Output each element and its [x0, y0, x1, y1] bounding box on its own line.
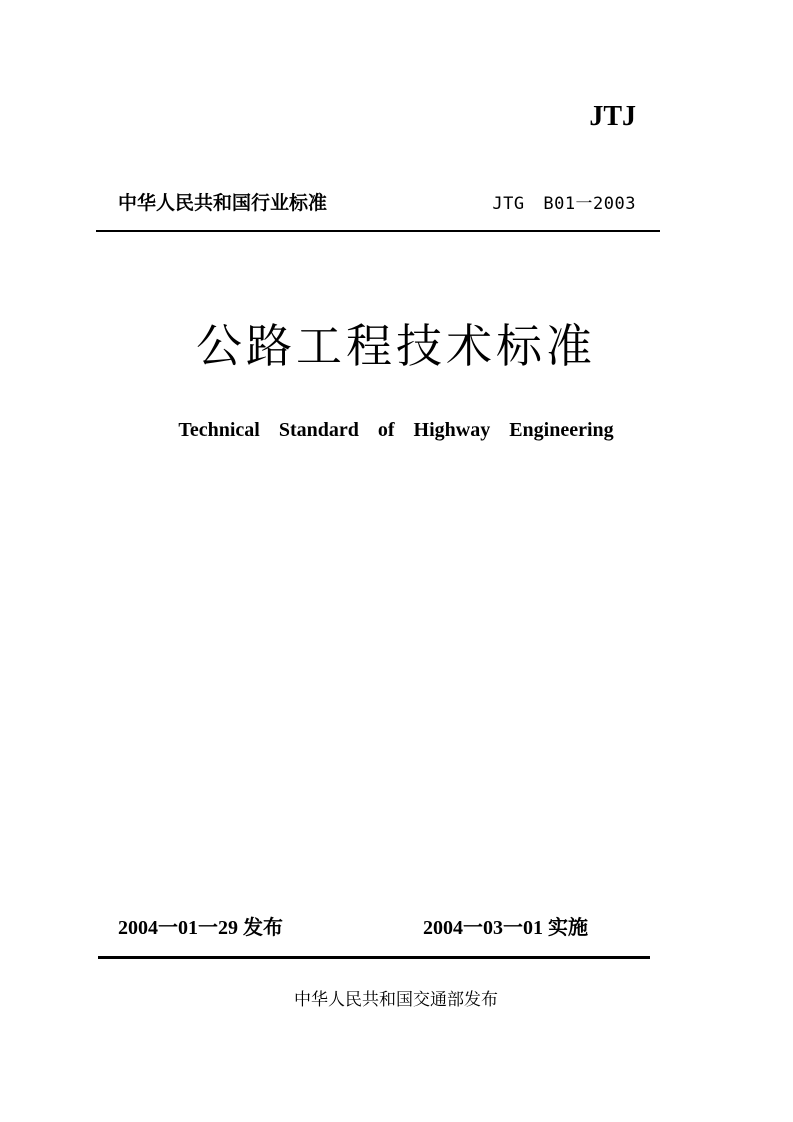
- title-english: Technical Standard of Highway Engineering: [178, 419, 614, 441]
- issuer-category: 中华人民共和国行业标准: [118, 191, 328, 214]
- top-divider: [96, 230, 660, 232]
- jtj-mark: JTJ: [589, 101, 636, 132]
- standard-code: JTG B01一2003: [492, 193, 636, 214]
- bottom-divider: [98, 956, 650, 959]
- title-chinese: 公路工程技术标准: [196, 319, 596, 373]
- effective-date: 2004一03一01 实施: [423, 917, 588, 939]
- issue-date: 2004一01一29 发布: [118, 917, 283, 939]
- dates-row: [118, 912, 638, 944]
- publisher: 中华人民共和国交通部发布: [294, 990, 498, 1010]
- header-row: [118, 186, 636, 216]
